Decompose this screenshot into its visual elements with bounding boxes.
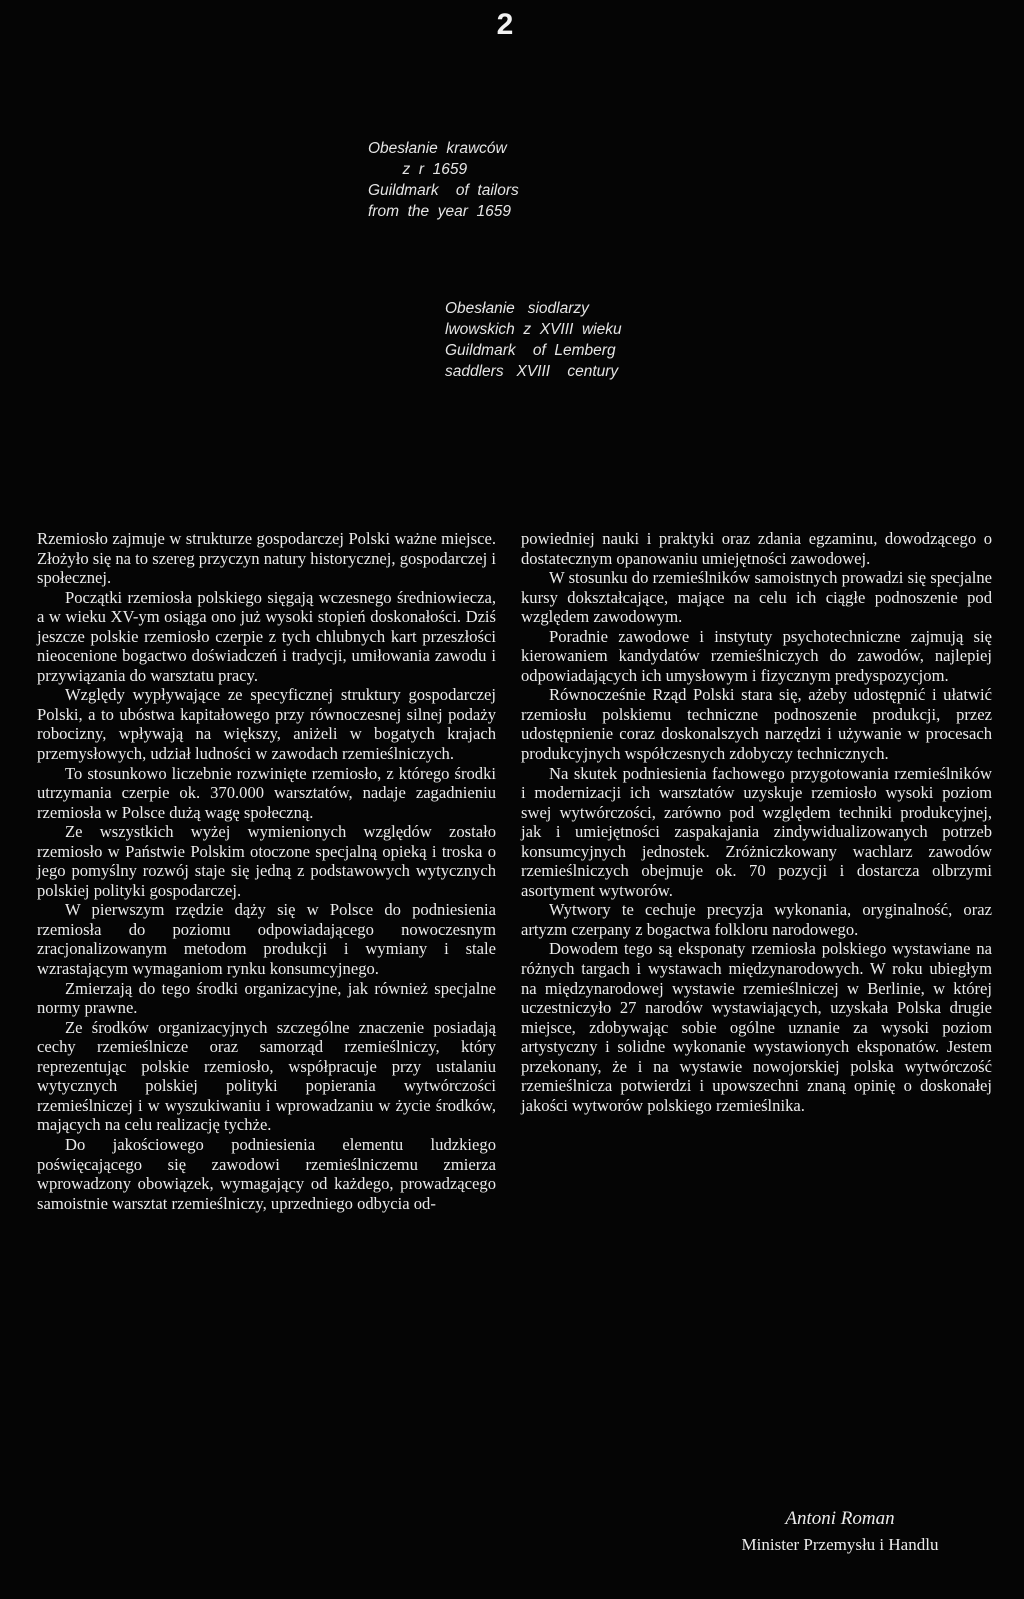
left-text-column (37, 529, 496, 1213)
paragraph: Równocześnie Rząd Polski stara się, ażeby udostępnić i ułatwić rzemiosłu polskiemu techniczne podnoszenie produkcji, przez udostępnienie coraz doskonalszych narzędzi i używanie w procesach produkcyjnych współczesnych zdobyczy technicznych. (521, 685, 992, 764)
paragraph: Ze środków organizacyjnych szczególne znaczenie posiadają cechy rzemieślnicze oraz samorząd rzemieślniczy, który reprezentując polskie rzemiosło, współpracuje przy ustalaniu wytycznych polskiej polityki popierania wytwórczości rzemieślniczej i w wyszukiwaniu i wprowadzaniu w życie środków, mających na celu realizację tychże. (37, 1017, 496, 1135)
paragraph: Dowodem tego są eksponaty rzemiosła polskiego wystawiane na różnych targach i wystawach międzynarodowych. W roku ubiegłym na międzynarodowej wystawie rzemieślniczej w Berlinie, w której uczestniczyło 27 narodów wystawiających, uzyskała Polska drugie miejsce, zdobywając sobie ogólne uznanie za wysoki poziom artystyczny i solidne wykonanie wystawionych eksponatów. Jestem przekonany, że i na wystawie nowojorskiej polska wytwórczość rzemieślnicza potwierdzi i upowszechni znaną opinię o doskonałej jakości wytworów polskiego rzemieślnika. (521, 939, 992, 1115)
caption-line: z r 1659 (368, 161, 468, 178)
paragraph: Względy wypływające ze specyficznej struktury gospodarczej Polski, a to ubóstwa kapitałowego przy równoczesnej silnej podaży robocizny, wpływają na większy, aniżeli w bogatych krajach przemysłowych, udział ludności w zawodach rzemieślniczych. (37, 685, 496, 764)
signature-block (690, 1507, 990, 1557)
signature-name: Antoni Roman (785, 1508, 895, 1529)
signature-title: Minister Przemysłu i Handlu (741, 1535, 939, 1554)
paragraph: W stosunku do rzemieślników samoistnych prowadzi się specjalne kursy dokształcające, mające na celu ich ciągłe podnoszenie pod względem zawodowym. (521, 568, 992, 627)
paragraph: W pierwszym rzędzie dąży się w Polsce do podniesienia rzemiosła do poziomu odpowiadającego nowoczesnym zracjonalizowanym metodom produkcji i wymiany i stale wzrastającym wymaganiom rynku konsumcyjnego. (37, 900, 496, 979)
caption-line: saddlers XVIII century (445, 363, 619, 380)
paragraph: Początki rzemiosła polskiego sięgają wczesnego średniowiecza, a w wieku XV-ym osiąga ono już wysoki stopień doskonałości. Dziś jeszcze polskie rzemiosło czerpie z tych chlubnych kart przeszłości nieocenione bogactwo doświadczeń i tradycji, umiłowania zawodu i przywiązania do warsztatu pracy. (37, 587, 496, 685)
image-caption-saddlers (445, 298, 622, 382)
paragraph: Zmierzają do tego środki organizacyjne, jak również specjalne normy prawne. (37, 978, 496, 1018)
paragraph: Poradnie zawodowe i instytuty psychotechniczne zajmują się kierowaniem kandydatów rzemieślniczych do zawodów, najlepiej odpowiadających ich umysłowym i fizycznym predyspozycjom. (521, 626, 992, 685)
caption-line: Guildmark of Lemberg (445, 342, 616, 359)
paragraph: To stosunkowo liczebnie rozwinięte rzemiosło, z którego środki utrzymania czerpie ok. 370.000 warsztatów, nadaje zagadnieniu rzemiosła w Polsce dużą wagę społeczną. (37, 763, 496, 822)
right-text-column (521, 529, 992, 1115)
paragraph: Wytwory te cechuje precyzja wykonania, oryginalność, oraz artyzm czerpany z bogactwa folkloru narodowego. (521, 900, 992, 939)
caption-line: Obesłanie siodlarzy (445, 300, 589, 317)
paragraph: powiedniej nauki i praktyki oraz zdania egzaminu, dowodzącego o dostatecznym opanowaniu umiejętności zawodowej. (521, 529, 992, 568)
caption-line: Guildmark of tailors (368, 182, 519, 199)
paragraph: Ze wszystkich wyżej wymienionych względów zostało rzemiosło w Państwie Polskim otoczone specjalną opieką i troska o jego pomyślny rozwój staje się jedną z podstawowych wytycznych polskiej polityki gospodarczej. (37, 822, 496, 900)
page-number: 2 (496, 8, 514, 41)
paragraph: Rzemiosło zajmuje w strukturze gospodarczej Polski ważne miejsce. Złożyło się na to szereg przyczyn natury historycznej, gospodarczej i społecznej. (37, 529, 496, 588)
paragraph: Na skutek podniesienia fachowego przygotowania rzemieślników i modernizacji ich warsztatów uzyskuje rzemiosło wysoki poziom swej wytwórczości, zarówno pod względem techniki produkcyjnej, jak i umiejętności zaspakajania zindywidualizowanych potrzeb konsumcyjnych jednostek. Zróżniczkowany wachlarz zawodów rzemieślniczych obejmuje ok. 70 pozycji i dostarcza olbrzymi asortyment wytworów. (521, 763, 992, 900)
image-caption-tailors (368, 138, 519, 222)
paragraph: Do jakościowego podniesienia elementu ludzkiego poświęcającego się zawodowi rzemieślniczemu zmierza wprowadzony obowiązek, wymagający od każdego, prowadzącego samoistnie warsztat rzemieślniczy, uprzedniego odbycia od- (37, 1134, 496, 1213)
caption-line: Obesłanie krawców (368, 140, 507, 157)
caption-line: from the year 1659 (368, 203, 512, 220)
caption-line: lwowskich z XVIII wieku (445, 321, 622, 338)
